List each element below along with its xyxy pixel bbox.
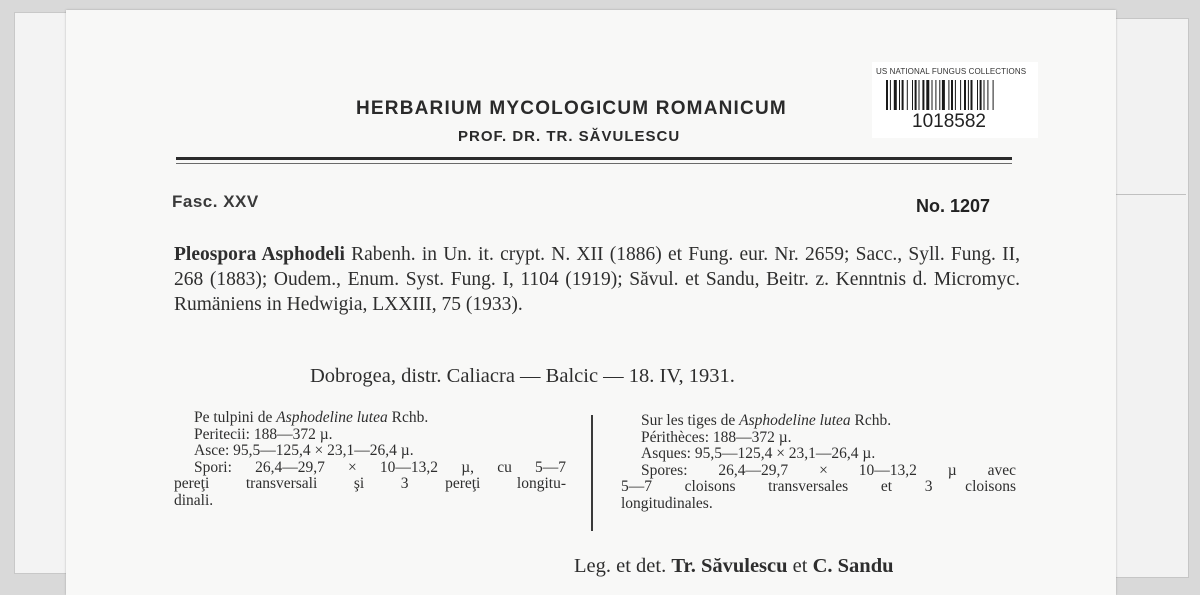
barcode-bar [919,80,920,110]
collector-name-1: Tr. Săvulescu [671,555,788,577]
collection-locality: Dobrogea, distr. Caliacra — Balcic — 18. IV, 1931. [310,365,735,387]
envelope-fold-line [1106,194,1186,195]
barcode-icon [886,80,1024,110]
barcode-bar [935,80,936,110]
asci-fr: Asques: 95,5—125,4 × 23,1—26,4 µ. [641,445,876,462]
barcode-bar [977,80,978,110]
barcode-bar [942,80,945,110]
specimen-label [66,10,1116,595]
spores-line3-ro: dinali. [174,491,214,509]
host-line-fr [621,413,1016,430]
collector-joiner: et [787,555,813,577]
column-divider [591,415,593,531]
barcode-bar [894,80,897,110]
barcode-bar [899,80,900,110]
description-romanian [174,410,566,509]
barcode-label [872,62,1038,138]
barcode-bar [964,80,966,110]
barcode-caption: US NATIONAL FUNGUS COLLECTIONS [876,67,1027,76]
barcode-bar [984,80,985,110]
spores-line2-fr: 5—7 cloisons transversales et 3 cloisons [621,478,1016,495]
barcode-bar [960,80,961,110]
barcode-bar [922,80,924,110]
perithecia-ro: Peritecii: 188—372 µ. [194,425,333,443]
barcode-bar [915,80,917,110]
spores-line1-fr: Spores: 26,4—29,7 × 10—13,2 µ avec [641,461,1016,479]
barcode-bar [980,80,982,110]
header-rule-thin [176,163,1012,164]
spores-line2-ro: pereţi transversali şi 3 pereţi longitu- [174,475,566,492]
host-author-ro: Rchb. [387,409,429,426]
host-species-fr: Asphodeline lutea [739,412,851,429]
perithecia-fr: Périthèces: 188—372 µ. [641,428,792,446]
barcode-bar [993,80,994,110]
barcode-bar [886,80,888,110]
spores-line1-ro: Spori: 26,4—29,7 × 10—13,2 µ, cu 5—7 [194,458,566,476]
barcode-bar [987,80,988,110]
barcode-bar [955,80,956,110]
herbarium-title: HERBARIUM MYCOLOGICUM ROMANICUM [356,98,787,119]
barcode-bar [932,80,933,110]
specimen-number: No. 1207 [916,196,991,216]
envelope-right-flap [1105,18,1189,578]
barcode-bar [912,80,913,110]
barcode-number: 1018582 [912,111,986,132]
barcode-bar [926,80,929,110]
host-author-fr: Rchb. [850,412,892,429]
fascicle-label: Fasc. XXV [172,192,259,211]
barcode-bar [939,80,940,110]
herbarium-editor: PROF. DR. TR. SĂVULESCU [458,128,681,145]
barcode-bar [968,80,969,110]
barcode-bar [948,80,949,110]
barcode-bar [971,80,973,110]
collector-name-2: C. Sandu [812,555,894,577]
barcode-bar [902,80,904,110]
barcode-bar [951,80,953,110]
host-prefix-ro: Pe tulpini de [194,409,277,426]
collector-line [574,555,894,578]
host-line-ro [174,410,566,427]
taxon-name: Pleospora Asphodeli [174,244,345,265]
asci-ro: Asce: 95,5—125,4 × 23,1—26,4 µ. [194,442,414,459]
taxon-citation [174,242,1020,317]
host-prefix-fr: Sur les tiges de [641,412,740,429]
spores-line3-fr: longitudinales. [621,494,713,512]
barcode-bar [907,80,908,110]
description-french [621,413,1016,512]
host-species-ro: Asphodeline lutea [276,409,388,426]
barcode-bar [890,80,891,110]
citation-text: Rabenh. in Un. it. crypt. N. XII (1886) et Fung. eur. Nr. 2659; Sacc., Syll. Fung. II, 268 (1883); Oudem., Enum. Syst. Fung. I, 1104 (1919); Săvul. et Sandu, Beitr. z. Kenntnis d. Micromyc. Rumäniens in Hedwigia, LXXIII, 75 (1933). [174,244,1020,315]
header-rule-thick [176,157,1012,160]
collector-prefix: Leg. et det. [574,555,672,577]
